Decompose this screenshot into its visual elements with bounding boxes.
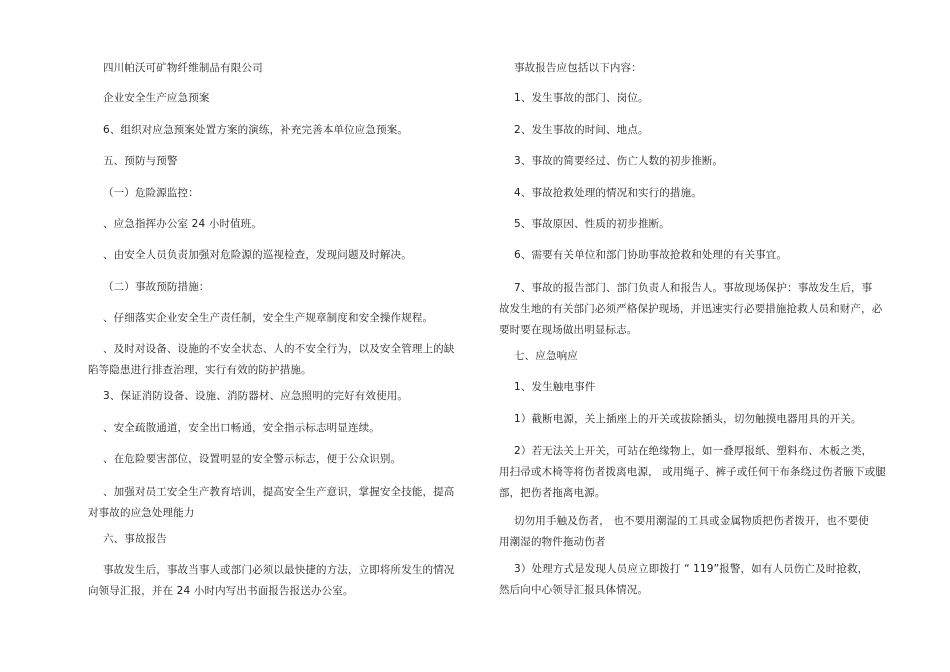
left-paragraph-10-line-0: 3、保证消防设备、设施、消防器材、应急照明的完好有效使用。: [103, 390, 409, 402]
right-paragraph-12-line-1: 用潮湿的物件拖动伤者: [499, 536, 606, 548]
right-paragraph-11-line-0: 2）若无法关上开关，可站在绝缘物上，如一叠厚报纸、塑料布、木板之类，: [514, 445, 873, 457]
right-paragraph-11-line-2: 部，把伤者拖离电源。: [499, 487, 606, 499]
right-paragraph-3-line-0: 3、事故的简要经过、伤亡人数的初步推断。: [514, 155, 724, 167]
left-paragraph-13-line-0: 、加强对员工安全生产教育培训，提高安全生产意识，掌握安全技能，提高: [103, 486, 455, 498]
left-paragraph-7-line-0: （二）事故预防措施：: [103, 281, 210, 293]
right-paragraph-10-line-0: 1）截断电源，关上插座上的开关或拔除插头，切勿触摸电器用具的开关。: [514, 413, 862, 425]
right-paragraph-2-line-0: 2、发生事故的时间、地点。: [514, 124, 649, 136]
left-paragraph-15-line-1: 向领导汇报，并在 24 小时内写出书面报告报送办公室。: [88, 585, 354, 597]
left-paragraph-1-line-0: 企业安全生产应急预案: [103, 92, 210, 104]
left-paragraph-2-line-0: 6、组织对应急预案处置方案的演练，补充完善本单位应急预案。: [103, 124, 409, 136]
left-paragraph-9-line-1: 陷等隐患进行排查治理，实行有效的防护措施。: [88, 364, 312, 376]
left-paragraph-9-line-0: 、及时对设备、设施的不安全状态、人的不安全行为，以及安全管理上的缺: [103, 343, 455, 355]
right-paragraph-12-line-0: 切勿用手触及伤者， 也不要用潮湿的工具或金属物质把伤者拨开，也不要使: [514, 515, 869, 527]
right-paragraph-11-line-1: 用扫帚或木椅等将伤者拨离电源， 或用绳子、裤子或任何干布条绕过伤者腋下或腿: [499, 466, 886, 478]
left-paragraph-15-line-0: 事故发生后，事故当事人或部门必须以最快捷的方法，立即将所发生的情况: [103, 564, 455, 576]
right-paragraph-4-line-0: 4、事故抢救处理的情况和实行的措施。: [514, 187, 702, 199]
left-paragraph-0-line-0: 四川帕沃可矿物纤维制品有限公司: [103, 62, 263, 74]
right-paragraph-0-line-0: 事故报告应包括以下内容：: [514, 62, 642, 74]
right-paragraph-5-line-0: 5、事故原因、性质的初步推断。: [514, 218, 670, 230]
right-paragraph-6-line-0: 6、需要有关单位和部门协助事故抢救和处理的有关事宜。: [514, 249, 788, 261]
left-paragraph-3-line-0: 五、预防与预警: [103, 155, 178, 167]
left-paragraph-11-line-0: 、安全疏散通道，安全出口畅通，安全指示标志明显连续。: [103, 422, 380, 434]
right-paragraph-1-line-0: 1、发生事故的部门、岗位。: [514, 92, 649, 104]
right-paragraph-9-line-0: 1、发生触电事件: [514, 381, 596, 393]
right-paragraph-7-line-2: 要时要在现场做出明显标志。: [499, 324, 638, 336]
left-paragraph-13-line-1: 对事故的应急处理能力: [88, 507, 195, 519]
right-paragraph-8-line-0: 七、应急响应: [514, 350, 578, 362]
right-paragraph-7-line-0: 7、事故的报告部门、部门负责人和报告人。事故现场保护：事故发生后，事: [514, 282, 873, 294]
left-paragraph-12-line-0: 、在危险要害部位，设置明显的安全警示标志，便于公众识别。: [103, 453, 402, 465]
left-paragraph-4-line-0: （一）危险源监控：: [103, 187, 199, 199]
left-paragraph-8-line-0: 、仔细落实企业安全生产责任制，安全生产规章制度和安全操作规程。: [103, 312, 434, 324]
right-paragraph-7-line-1: 故发生地的有关部门必须严格保护现场，并迅速实行必要措施抢救人员和财产，必: [499, 303, 883, 315]
left-paragraph-6-line-0: 、由安全人员负责加强对危险源的巡视检查，发现问题及时解决。: [103, 249, 412, 261]
right-paragraph-13-line-1: 然后向中心领导汇报具体情况。: [499, 584, 649, 596]
left-paragraph-14-line-0: 六、事故报告: [103, 533, 167, 545]
right-paragraph-13-line-0: 3）处理方式是发现人员应立即拨打 “ 119”报警，如有人员伤亡及时抢救，: [514, 563, 869, 575]
left-paragraph-5-line-0: 、应急指挥办公室 24 小时值班。: [103, 218, 263, 230]
